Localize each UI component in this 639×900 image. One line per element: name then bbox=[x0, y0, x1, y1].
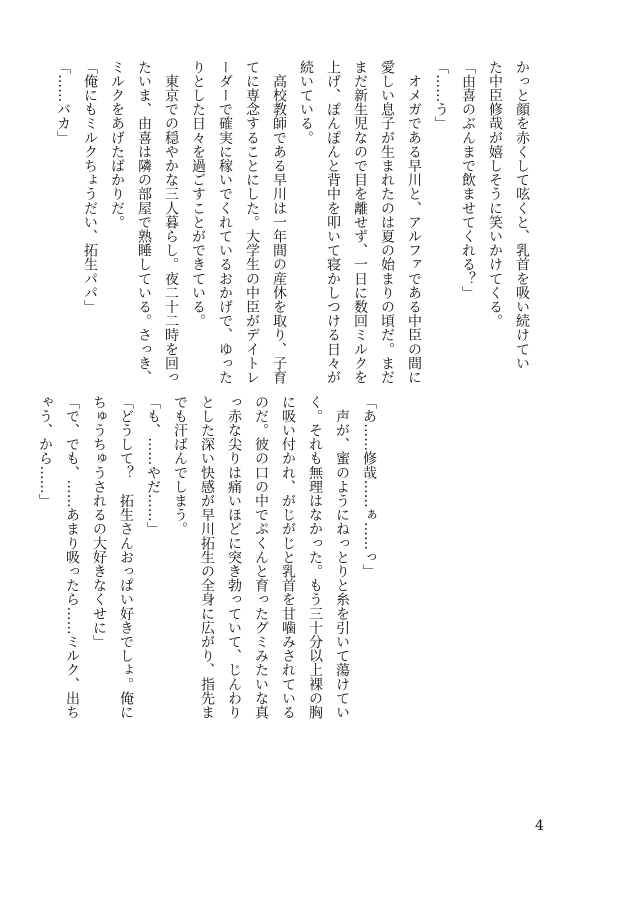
text-line: たいま、由喜は隣の部屋で熟睡している。さっき、 bbox=[136, 60, 152, 385]
text-line: りとした日々を過ごすことができている。 bbox=[190, 60, 206, 328]
text-line: た中臣修哉が嬉しそうに笑いかけてくる。 bbox=[487, 60, 503, 328]
text-line: とした深い快感が早川拓生の全身に広がり、指先ま bbox=[199, 395, 215, 720]
text-line: 「も、……やだ……」 bbox=[145, 395, 161, 536]
text-line: っ赤な尖りは痛いほどに突き勃っていて、じんわり bbox=[226, 395, 242, 720]
text-line: まだ新生児なので目を離せず、一日に数回ミルクを bbox=[352, 60, 368, 385]
text-line: ミルクをあげたばかりだ。 bbox=[109, 60, 125, 230]
text-line: に吸い付かれ、がじがじと乳首を甘噛みされている bbox=[280, 395, 296, 720]
text-line: でも汗ばんでしまう。 bbox=[172, 395, 188, 536]
text-line: 「由喜のぶんまで飲ませてくれる？」 bbox=[460, 60, 476, 300]
text-line: 東京での穏やかな三人暮らし。夜二十二時を回っ bbox=[163, 60, 179, 385]
text-line: 愛しい息子が生まれたのは夏の始まりの頃だ。まだ bbox=[379, 60, 395, 385]
text-line: 「……う」 bbox=[433, 60, 449, 131]
text-block-left bbox=[31, 395, 382, 865]
text-line: 上げ、ぽんぽんと背中を叩いて寝かしつける日々が bbox=[325, 60, 341, 385]
text-line: ゃう、から……」 bbox=[37, 395, 53, 508]
text-line: のだ。彼の口の中でぷくんと育ったグミみたいな真 bbox=[253, 395, 269, 720]
text-line: ちゅうちゅうされるの大好きなくせに」 bbox=[91, 395, 107, 649]
text-line: 「どうして？ 拓生さんおっぱい好きでしょ。俺に bbox=[118, 395, 134, 720]
text-line: ーダーで確実に稼いでくれているおかげで、ゆった bbox=[217, 60, 233, 385]
text-line: 高校教師である早川は一年間の産休を取り、子育 bbox=[271, 60, 287, 385]
text-line: 「あ……修哉……ぁ……っ」 bbox=[361, 395, 377, 579]
text-line: く。それも無理はなかった。もう三十分以上裸の胸 bbox=[307, 395, 323, 720]
text-line: 「で、でも、……あまり吸ったら……ミルク、出ち bbox=[64, 395, 80, 720]
text-line: オメガである早川と、アルファである中臣の間に bbox=[406, 60, 422, 385]
text-line: 「……バカ」 bbox=[55, 60, 71, 145]
text-line: 「俺にもミルクちょうだい、拓生パパ」 bbox=[82, 60, 98, 314]
text-line: 続いている。 bbox=[298, 60, 314, 145]
page-number: 4 bbox=[535, 818, 544, 834]
text-line: 声が、蜜のようにねっとりと糸を引いて蕩けてい bbox=[334, 395, 350, 720]
text-line: てに専念することにした。大学生の中臣がデイトレ bbox=[244, 60, 260, 385]
text-line: かっと顔を赤くして呟くと、乳首を吸い続けてい bbox=[514, 60, 530, 371]
